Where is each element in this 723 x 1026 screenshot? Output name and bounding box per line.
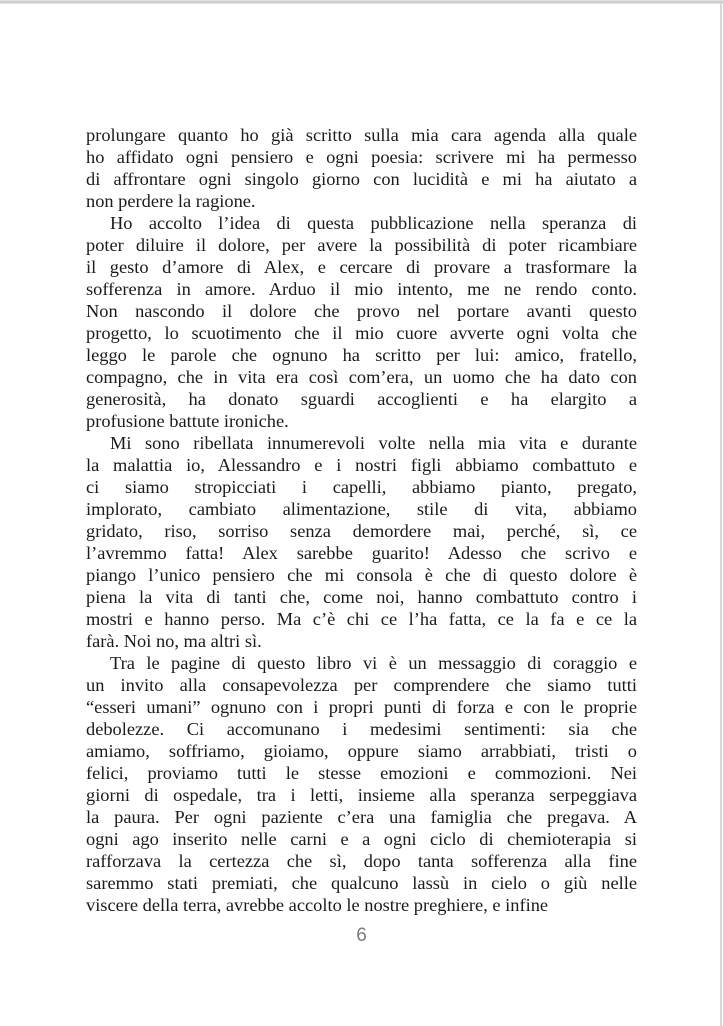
text-line: leggo le parole che ognuno ha scritto per lui: amico, fratello, bbox=[86, 345, 637, 365]
page-right-edge-line bbox=[720, 4, 722, 1026]
text-line: debolezze. Ci accomunano i medesimi sentimenti: sia che bbox=[86, 719, 637, 739]
text-line: Tra le pagine di questo libro vi è un messaggio di coraggio e bbox=[110, 653, 637, 673]
text-line: felici, proviamo tutti le stesse emozioni e commozioni. Nei bbox=[86, 763, 637, 783]
text-line: Mi sono ribellata innumerevoli volte nella mia vita e durante bbox=[110, 433, 637, 453]
page-number: 6 bbox=[356, 925, 367, 946]
text-line: l’avremmo fatta! Alex sarebbe guarito! Adesso che scrivo e bbox=[86, 543, 637, 563]
text-line: un invito alla consapevolezza per comprendere che siamo tutti bbox=[86, 675, 637, 695]
text-line: piango l’unico pensiero che mi consola è che di questo dolore è bbox=[86, 565, 637, 585]
text-line: amiamo, soffriamo, gioiamo, oppure siamo arrabbiati, tristi o bbox=[86, 741, 637, 761]
text-line: la malattia io, Alessandro e i nostri figli abbiamo combattuto e bbox=[86, 455, 637, 475]
text-line: progetto, lo scuotimento che il mio cuore avverte ogni volta che bbox=[86, 323, 637, 343]
paragraph bbox=[86, 432, 637, 652]
text-line: ogni ago inserito nelle carni e a ogni ciclo di chemioterapia si bbox=[86, 829, 637, 849]
text-line: rafforzava la certezza che sì, dopo tanta sofferenza alla fine bbox=[86, 851, 637, 871]
text-line: farà. Noi no, ma altri sì. bbox=[86, 631, 262, 651]
text-line: prolungare quanto ho già scritto sulla mia cara agenda alla quale bbox=[86, 125, 637, 145]
text-line: viscere della terra, avrebbe accolto le nostre preghiere, e infine bbox=[86, 895, 549, 915]
text-line: sofferenza in amore. Arduo il mio intento, me ne rendo conto. bbox=[86, 279, 637, 299]
text-line: Ho accolto l’idea di questa pubblicazione nella speranza di bbox=[110, 213, 637, 233]
text-line: generosità, ha donato sguardi accoglienti e ha elargito a bbox=[86, 389, 637, 409]
text-line: implorato, cambiato alimentazione, stile di vita, abbiamo bbox=[86, 499, 637, 519]
text-line: piena la vita di tanti che, come noi, hanno combattuto contro i bbox=[86, 587, 637, 607]
text-block bbox=[86, 124, 637, 916]
text-line: profusione battute ironiche. bbox=[86, 411, 289, 431]
text-line: poter diluire il dolore, per avere la possibilità di poter ricambiare bbox=[86, 235, 637, 255]
text-line: di affrontare ogni singolo giorno con lucidità e mi ha aiutato a bbox=[86, 169, 637, 189]
text-line: compagno, che in vita era così com’era, un uomo che ha dato con bbox=[86, 367, 637, 387]
text-line: “esseri umani” ognuno con i propri punti di forza e con le proprie bbox=[86, 697, 637, 717]
text-line: mostri e hanno perso. Ma c’è chi ce l’ha fatta, ce la fa e ce la bbox=[86, 609, 637, 629]
text-line: ci siamo stropicciati i capelli, abbiamo pianto, pregato, bbox=[86, 477, 637, 497]
page-top-edge-line bbox=[0, 0, 723, 4]
text-line: ho affidato ogni pensiero e ogni poesia: scrivere mi ha permesso bbox=[86, 147, 637, 167]
text-line: la paura. Per ogni paziente c’era una famiglia che pregava. A bbox=[86, 807, 637, 827]
text-line: Non nascondo il dolore che provo nel portare avanti questo bbox=[86, 301, 637, 321]
paragraph bbox=[86, 124, 637, 212]
text-line: saremmo stati premiati, che qualcuno lassù in cielo o giù nelle bbox=[86, 873, 637, 893]
text-line: giorni di ospedale, tra i letti, insieme alla speranza serpeggiava bbox=[86, 785, 637, 805]
paragraph bbox=[86, 212, 637, 432]
text-line: il gesto d’amore di Alex, e cercare di provare a trasformare la bbox=[86, 257, 637, 277]
text-line: gridato, riso, sorriso senza demordere mai, perché, sì, ce bbox=[86, 521, 637, 541]
text-line: non perdere la ragione. bbox=[86, 191, 256, 211]
paragraph bbox=[86, 652, 637, 916]
